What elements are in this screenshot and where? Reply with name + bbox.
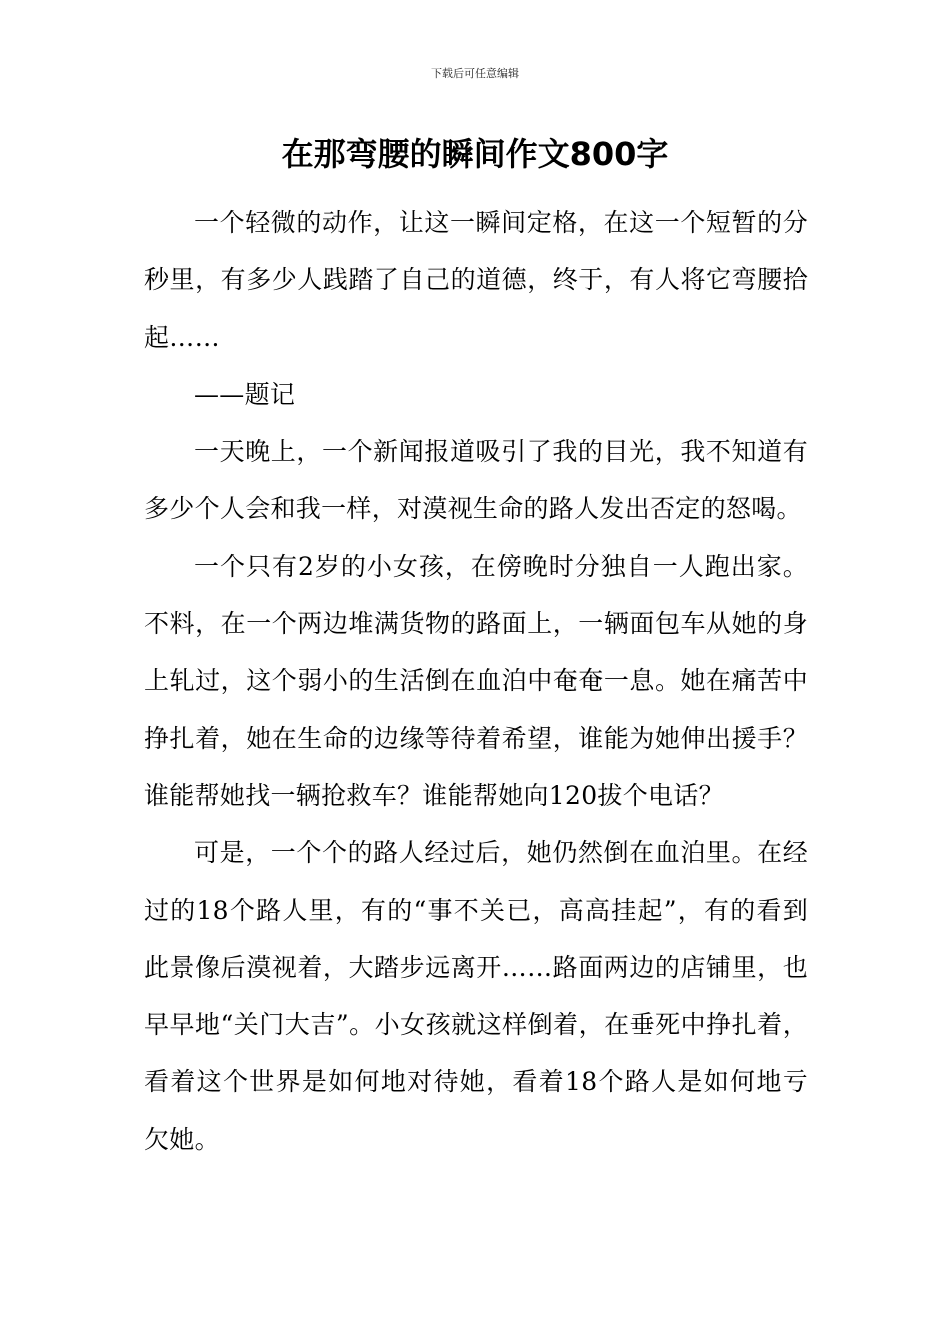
document-body — [144, 194, 808, 1168]
paragraph-3: 一个只有2岁的小女孩，在傍晚时分独自一人跑出家。不料，在一个两边堆满货物的路面上，一辆面包车从她的身上轧过，这个弱小的生活倒在血泊中奄奄一息。她在痛苦中挣扎着，她在生命的边缘等待着希望，谁能为她伸出援手？谁能帮她找一辆抢救车？谁能帮她向120拔个电话？ — [144, 551, 808, 810]
paragraph-epigraph-attribution: ——题记 — [194, 379, 296, 409]
paragraph-1: 一个轻微的动作，让这一瞬间定格，在这一个短暂的分秒里，有多少人践踏了自己的道德，终于，有人将它弯腰拾起…… — [144, 208, 808, 352]
document-title: 在那弯腰的瞬间作文800字 — [281, 135, 669, 173]
header-note: 下载后可任意编辑 — [431, 67, 519, 80]
paragraph-2: 一天晚上，一个新闻报道吸引了我的目光，我不知道有多少个人会和我一样，对漠视生命的路人发出否定的怒喝。 — [144, 437, 808, 524]
paragraph-4: 可是，一个个的路人经过后，她仍然倒在血泊里。在经过的18个路人里，有的“事不关已，高高挂起”，有的看到此景像后漠视着，大踏步远离开……路面两边的店铺里，也早早地“关门大吉”。小女孩就这样倒着，在垂死中挣扎着，看着这个世界是如何地对待她，看着18个路人是如何地亏欠她。 — [144, 838, 808, 1154]
